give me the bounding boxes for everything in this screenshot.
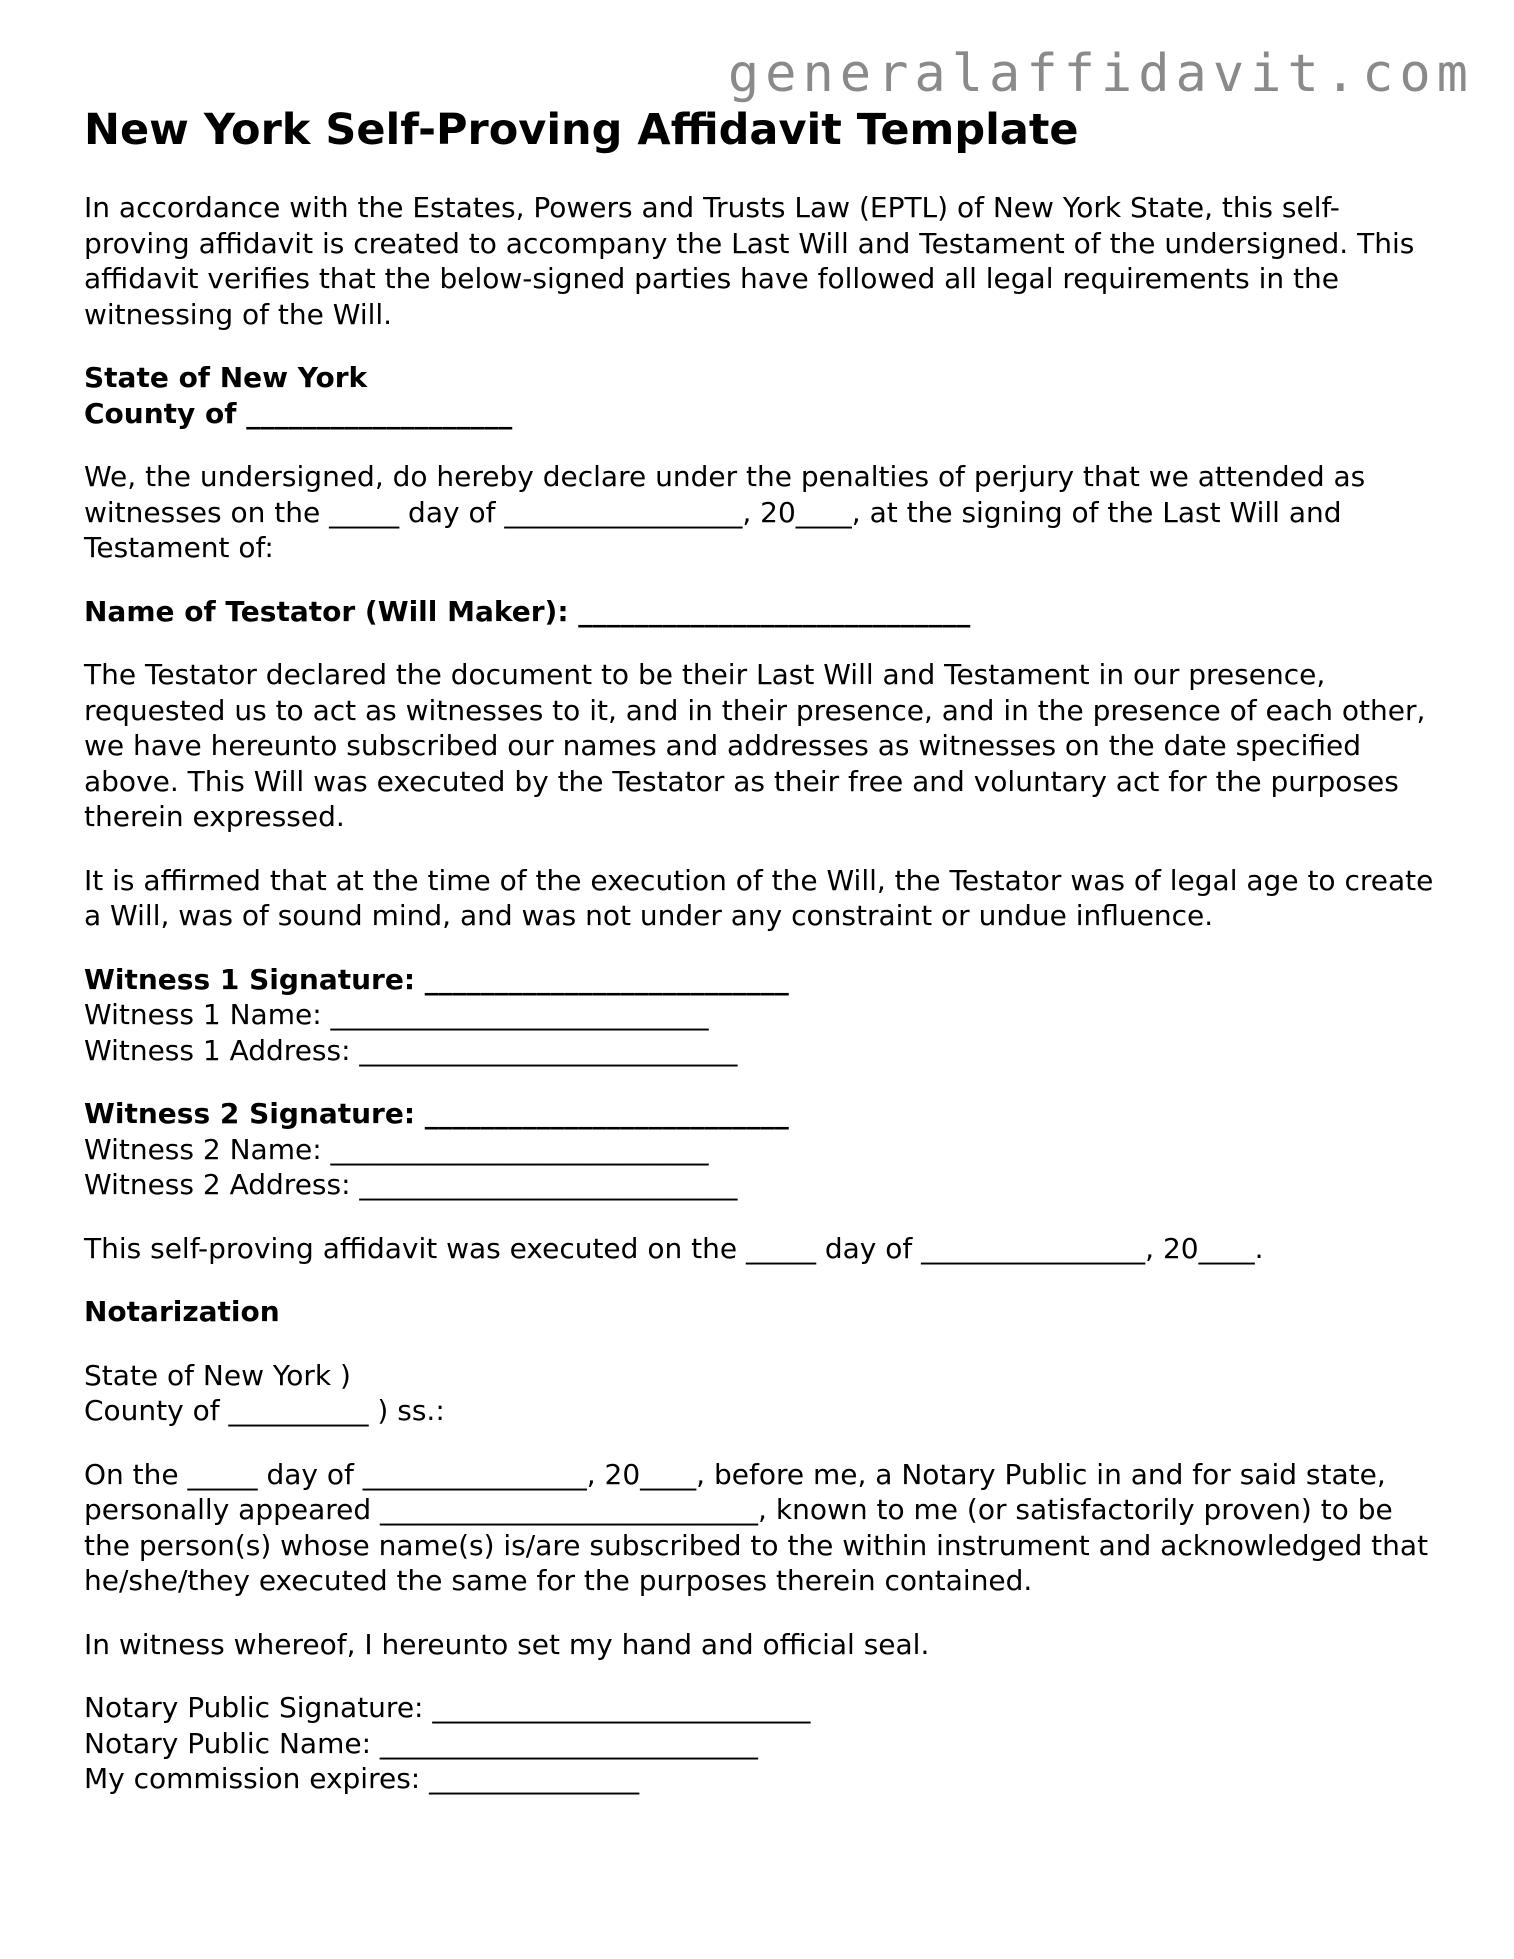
affirmation-paragraph: It is affirmed that at the time of the execution of the Will, the Testator was of legal age to create a Will, was of sound mind, and was not under any constraint or undue influence. bbox=[84, 863, 1434, 932]
intro-paragraph: In accordance with the Estates, Powers and Trusts Law (EPTL) of New York State, this self-proving affidavit is created to accompany the Last Will and Testament of the undersigned. This affidavit verifies that the below-signed parties have followed all legal requirements in the witnessing of the Will. bbox=[84, 191, 1415, 331]
venue-county-field: County of ___________________ bbox=[84, 396, 513, 430]
execution-date-line: This self-proving affidavit was executed on the _____ day of ________________, 20____. bbox=[84, 1231, 1264, 1265]
notary-venue-block bbox=[84, 1358, 1444, 1429]
notary-name-field: Notary Public Name: ___________________________ bbox=[84, 1726, 758, 1760]
witness-2-address-field: Witness 2 Address: ___________________________ bbox=[84, 1168, 738, 1201]
witness-2-block bbox=[84, 1096, 1444, 1203]
notary-signature-field: Notary Public Signature: ___________________________ bbox=[84, 1691, 811, 1724]
watermark-text: generalaffidavit.com bbox=[727, 44, 1474, 104]
notary-commission-field: My commission expires: _______________ bbox=[84, 1762, 640, 1795]
notary-state: State of New York ) bbox=[84, 1358, 351, 1392]
notary-paragraph: On the _____ day of ________________, 20____, before me, a Notary Public in and for said state, personally appeared ___________________________, known to me (or satisfactorily proven) to be the person(s) whose name(s) is/are subscribed to the within instrument and acknowledged that he/she/they executed the same for the purposes therein contained. bbox=[84, 1457, 1429, 1597]
declaration-paragraph: We, the undersigned, do hereby declare under the penalties of perjury that we attended as witnesses on the _____ day of _________________, 20____, at the signing of the Last Will and Testament of: bbox=[84, 460, 1366, 564]
notary-signature-block bbox=[84, 1690, 1444, 1797]
witness-whereof-line: In witness whereof, I hereunto set my hand and official seal. bbox=[84, 1627, 930, 1661]
witness-2-signature-field: Witness 2 Signature: __________________________ bbox=[84, 1097, 789, 1130]
venue-state: State of New York bbox=[84, 361, 368, 394]
notary-county-field: County of __________ ) ss.: bbox=[84, 1394, 445, 1427]
venue-block bbox=[84, 360, 1444, 431]
testator-name-field: Name of Testator (Will Maker): ____________________________ bbox=[84, 594, 971, 628]
witness-2-name-field: Witness 2 Name: ___________________________ bbox=[84, 1132, 709, 1166]
notarization-heading: Notarization bbox=[84, 1295, 280, 1328]
document-body bbox=[84, 104, 1444, 1825]
witness-1-name-field: Witness 1 Name: ___________________________ bbox=[84, 998, 709, 1031]
witness-1-signature-field: Witness 1 Signature: __________________________ bbox=[84, 962, 789, 996]
document-title: New York Self-Proving Affidavit Template bbox=[84, 105, 1079, 155]
witness-1-block bbox=[84, 962, 1444, 1069]
witness-1-address-field: Witness 1 Address: ___________________________ bbox=[84, 1033, 738, 1067]
testator-paragraph: The Testator declared the document to be their Last Will and Testament in our presence, requested us to act as witnesses to it, and in their presence, and in the presence of each other, we have hereunto subscribed our names and addresses as witnesses on the date specified above. This Will was executed by the Testator as their free and voluntary act for the purposes therein expressed. bbox=[84, 658, 1426, 833]
